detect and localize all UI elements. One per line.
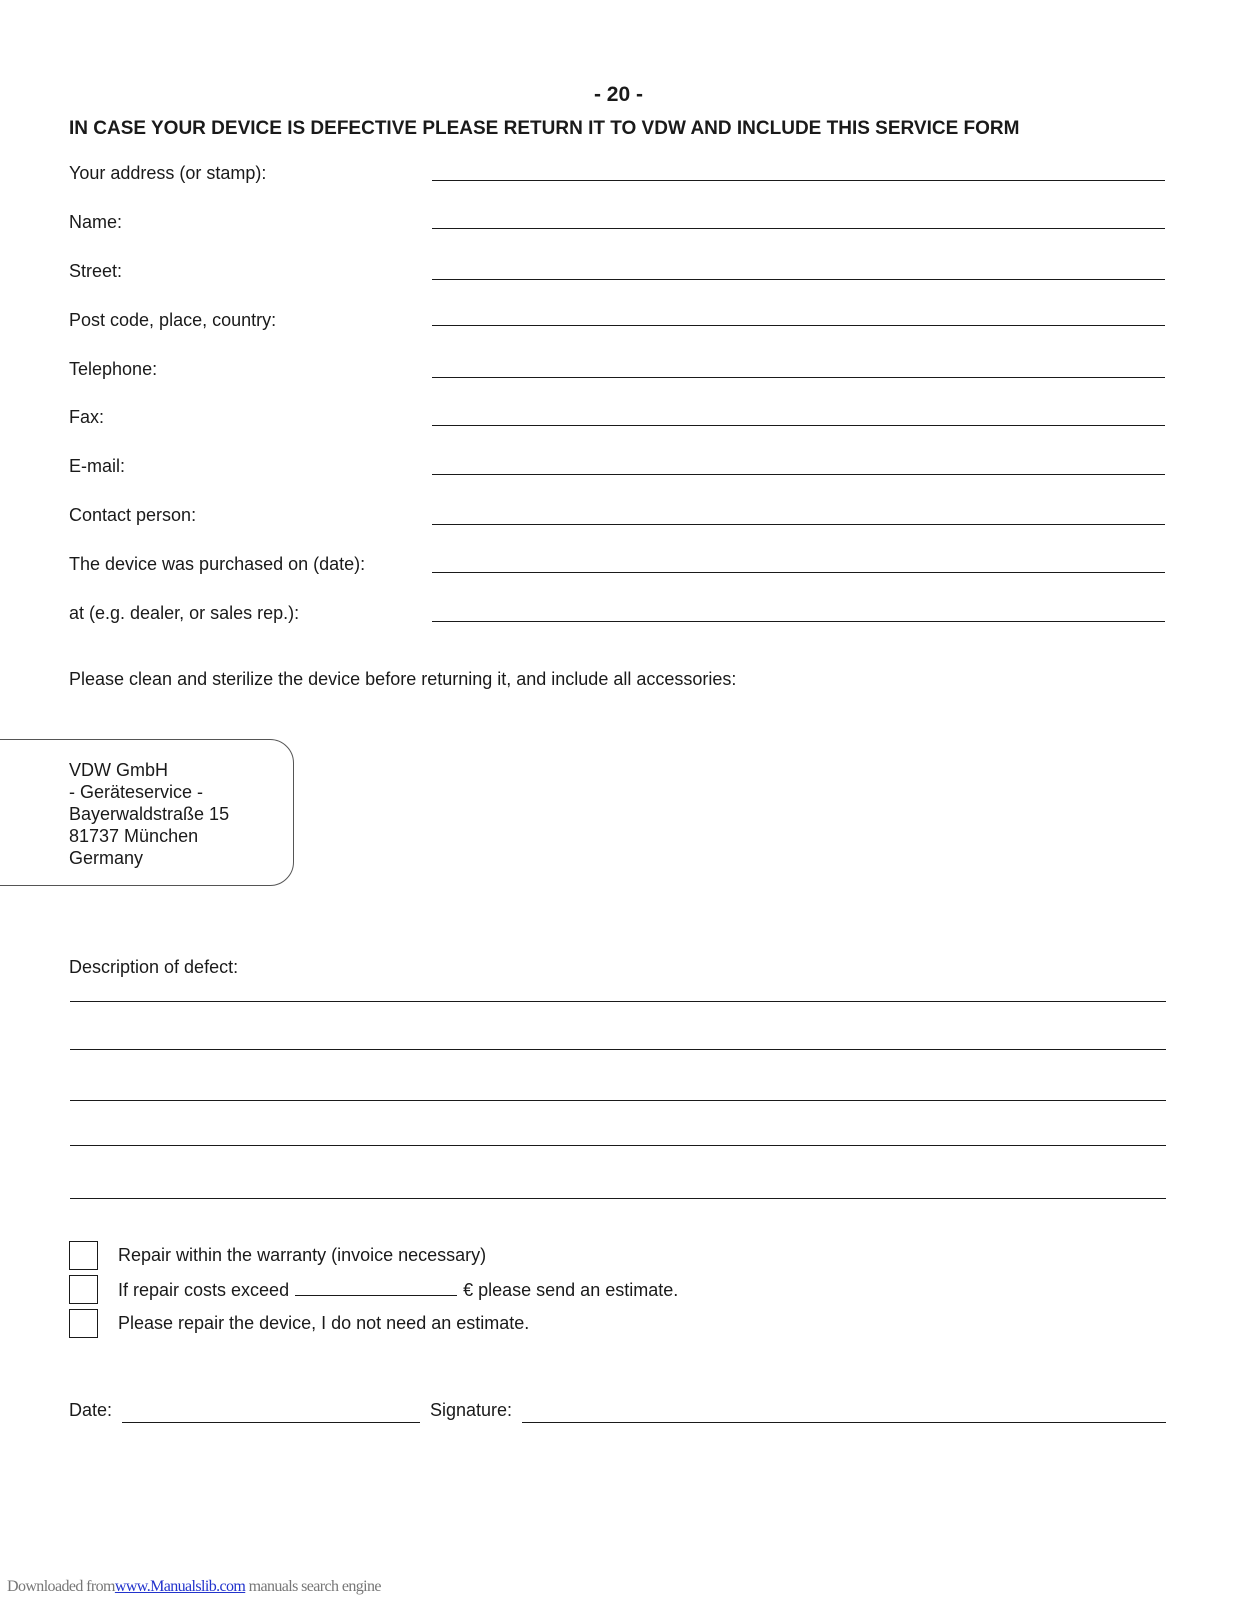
field-line-postcode[interactable] (432, 325, 1165, 326)
manualslib-link[interactable]: www.Manualslib.com (114, 1578, 246, 1595)
defect-line[interactable] (70, 1001, 1166, 1002)
estimate-option-label (118, 1279, 678, 1301)
footer-suffix: manuals search engine (248, 1578, 381, 1595)
warranty-checkbox[interactable] (69, 1241, 98, 1270)
field-label-street: Street: (69, 261, 123, 281)
field-line-fax[interactable] (432, 425, 1165, 426)
page-number: - 20 - (593, 83, 643, 106)
field-line-address[interactable] (432, 180, 1165, 181)
field-label-postcode: Post code, place, country: (69, 310, 277, 330)
form-heading: IN CASE YOUR DEVICE IS DEFECTIVE PLEASE RETURN IT TO VDW AND INCLUDE THIS SERVICE FORM (69, 118, 1020, 139)
field-label-name: Name: (69, 212, 123, 232)
defect-label: Description of defect: (69, 957, 239, 977)
footer-prefix: Downloaded from (7, 1578, 115, 1595)
return-address (69, 759, 229, 869)
cost-limit-field[interactable] (295, 1279, 457, 1296)
address-department: - Geräteservice - (69, 782, 204, 802)
address-city: 81737 München (69, 826, 199, 846)
field-line-email[interactable] (432, 474, 1165, 475)
estimate-checkbox[interactable] (69, 1275, 98, 1304)
defect-line[interactable] (70, 1100, 1166, 1101)
signature-label: Signature: (430, 1400, 513, 1420)
warranty-option-label: Repair within the warranty (invoice necessary) (118, 1245, 487, 1265)
field-line-name[interactable] (432, 228, 1165, 229)
field-label-email: E-mail: (69, 456, 126, 476)
field-label-address: Your address (or stamp): (69, 163, 267, 183)
field-line-dealer[interactable] (432, 621, 1165, 622)
defect-line[interactable] (70, 1145, 1166, 1146)
field-line-telephone[interactable] (432, 377, 1165, 378)
field-label-contact-person: Contact person: (69, 505, 197, 525)
field-label-purchase-date: The device was purchased on (date): (69, 554, 366, 574)
field-label-fax: Fax: (69, 407, 105, 427)
address-country: Germany (69, 848, 144, 868)
field-label-dealer: at (e.g. dealer, or sales rep.): (69, 603, 300, 623)
no-estimate-checkbox[interactable] (69, 1309, 98, 1338)
cleaning-instruction: Please clean and sterilize the device before returning it, and include all accessories: (69, 669, 737, 689)
field-line-street[interactable] (432, 279, 1165, 280)
estimate-suffix: € please send an estimate. (463, 1280, 679, 1300)
field-line-purchase-date[interactable] (432, 572, 1165, 573)
signature-line[interactable] (522, 1422, 1166, 1423)
address-street: Bayerwaldstraße 15 (69, 804, 230, 824)
defect-line[interactable] (70, 1049, 1166, 1050)
no-estimate-option-label: Please repair the device, I do not need an estimate. (118, 1313, 530, 1333)
defect-line[interactable] (70, 1198, 1166, 1199)
estimate-prefix: If repair costs exceed (118, 1280, 290, 1300)
date-label: Date: (69, 1400, 113, 1420)
date-line[interactable] (122, 1422, 420, 1423)
footer (7, 1578, 381, 1596)
address-company: VDW GmbH (69, 760, 168, 780)
field-label-telephone: Telephone: (69, 359, 158, 379)
field-line-contact-person[interactable] (432, 524, 1165, 525)
